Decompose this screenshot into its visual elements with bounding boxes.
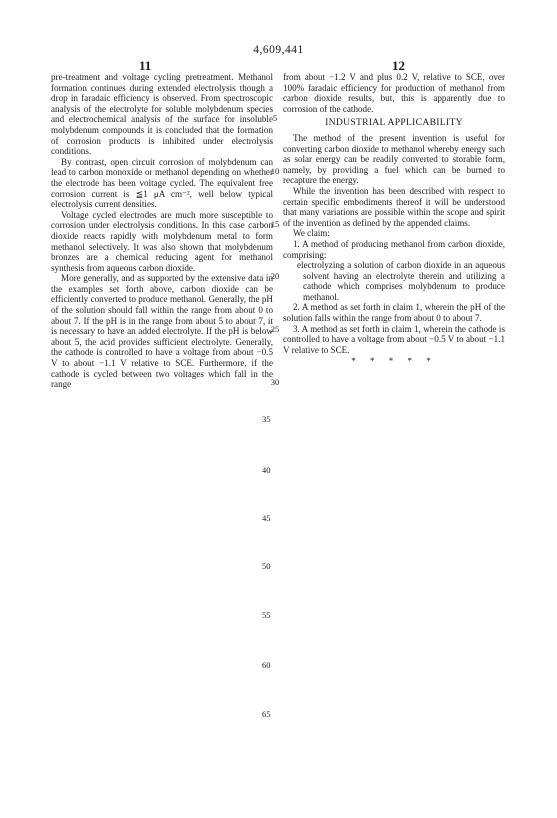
line-number-50: 50 [262,561,271,571]
page-number-left: 11 [139,58,152,73]
end-stars: * * * * * [351,356,437,367]
line-number-45: 45 [262,513,271,523]
line-number-35: 35 [262,414,271,424]
we-claim: We claim: [293,228,330,239]
left-paragraph-3: Voltage cycled electrodes are much more susceptible to corrosion under electrolysis conditions. In this case carbon dioxide reacts rapidly with molybdenum metal to form methanol selectively. It was also shown that molybdenum bronzes are a chemical reducing agent for methanol synthesis from aqueous carbon dioxide. [51,209,273,273]
claim-3: 3. A method as set forth in claim 1, wherein the cathode is controlled to have a voltage from about −0.5 V to about −1.1 V relative to SCE. [283,323,505,355]
claim-1-head: 1. A method of producing methanol from carbon dioxide, comprising: [283,238,505,260]
line-number-30: 30 [270,377,280,387]
scope-paragraph: While the invention has been described with respect to certain specific embodiments thereof it will be understood that many variations are possible within the scope and spirit of the invention as defined by the appended claims. [283,185,505,228]
line-number-20: 20 [270,271,280,281]
applicability-paragraph: The method of the present invention is useful for converting carbon dioxide to methanol whereby energy such as solar energy can be readily converted to storable form, namely, by providing a fuel which can be burned to recapture the energy. [283,132,505,186]
left-paragraph-2: By contrast, open circuit corrosion of molybdenum can lead to carbon monoxide or methanol depending on whether the electrode has been voltage cycled. The equivalent free corrosion current is ≦1 μA cm⁻², well below typical electrolysis current densities. [51,156,273,210]
claim-1-body: electrolyzing a solution of carbon dioxide in an aqueous solvent having an electrolyte therein and utilizing a cathode which comprises molybdenum to produce methanol. [297,260,505,302]
section-heading: INDUSTRIAL APPLICABILITY [325,117,463,129]
left-paragraph-1: pre-treatment and voltage cycling pretreatment. Methanol formation continues during extended electrolysis though a drop in faradaic efficiency is observed. From spectroscopic analysis of the electrolyte for soluble molybdenum species and electrochemical analysis of the surface for insoluble molybdenum compounds it is concluded that the formation of corrosion products is inhibited under electrolysis conditions. [51,72,273,157]
right-intro: from about −1.2 V and plus 0.2 V, relative to SCE, over 100% faradaic efficiency for production of methanol from carbon dioxide results, but, this is apparently due to corrosion of the cathode. [283,72,505,114]
page-number-right: 12 [392,58,405,73]
line-number-25: 25 [270,324,280,334]
left-column [51,72,273,390]
line-number-60: 60 [262,660,271,670]
patent-number: 4,609,441 [253,44,304,56]
line-number-10: 10 [270,166,280,176]
line-number-15: 15 [270,219,280,229]
right-column [283,72,505,367]
line-number-65: 65 [262,709,271,719]
line-number-55: 55 [262,610,271,620]
claim-2: 2. A method as set forth in claim 1, wherein the pH of the solution falls within the range from about 0 to about 7. [283,302,505,324]
left-paragraph-4: More generally, and as supported by the extensive data in the examples set forth above, carbon dioxide can be efficiently converted to produce methanol. Generally, the pH of the solution should fall within the range from about 0 to about 7. If the pH is in the range from about 5 to about 7, it is necessary to have an added electrolyte. If the pH is below about 5, the acid provides sufficient electrolyte. Generally, the cathode is controlled to have a voltage from about −0.5 V to about −1.1 V relative to SCE. Furthermore, if the cathode is cycled between two voltages which fall in the range [51,273,273,390]
line-number-5: 5 [272,113,278,123]
line-number-40: 40 [262,465,271,475]
